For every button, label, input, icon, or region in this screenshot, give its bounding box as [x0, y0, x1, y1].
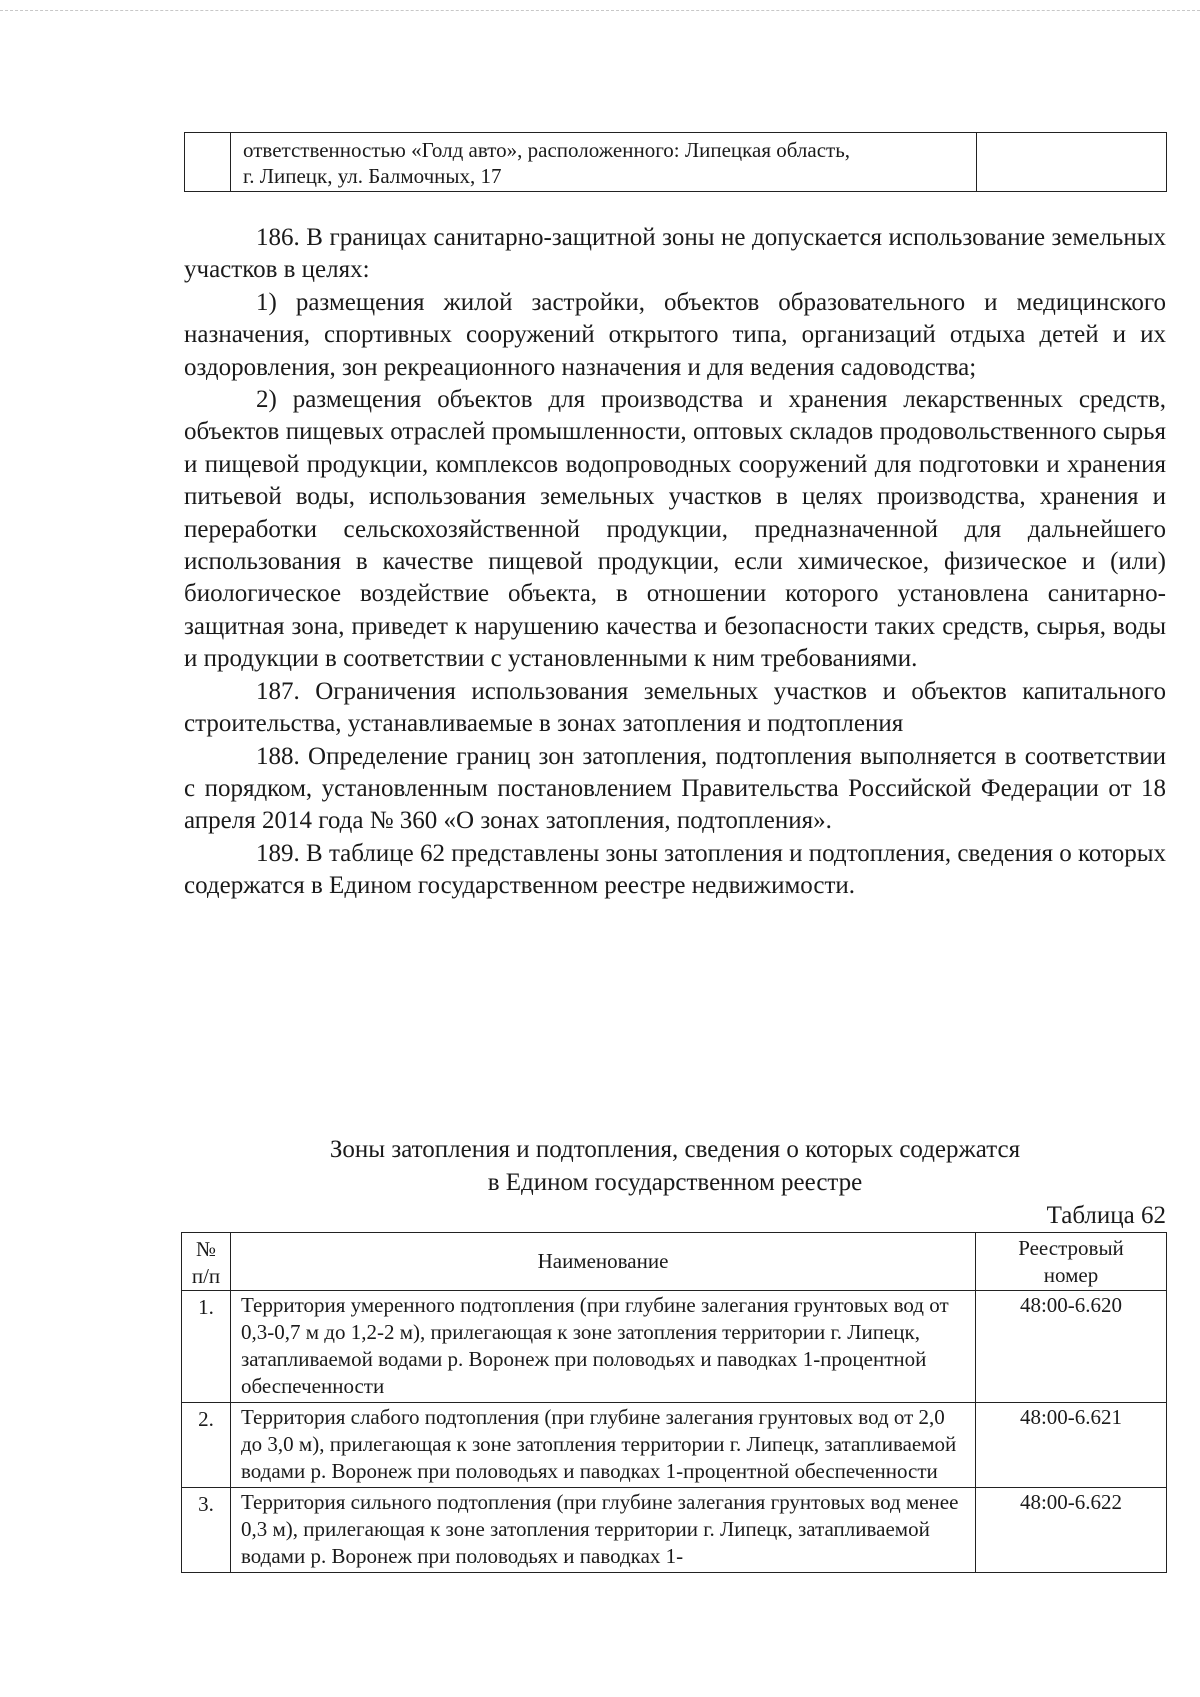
table-cell-num	[185, 133, 231, 192]
paragraph-186-item-1: 1) размещения жилой застройки, объектов образовательного и медицинского назначения, спортивных сооружений открытого типа, организаций отдыха детей и их оздоровления, зон рекреационного назначения и для ведения садоводства;	[184, 288, 1166, 381]
row-name: Территория слабого подтопления (при глубине залегания грунтовых вод от 2,0 до 3,0 м), прилегающая к зоне затопления территории г. Липецк, затапливаемой водами р. Воронеж при половодьях и паводках 1-процентной обеспеченности	[231, 1403, 976, 1488]
cell-text-line: г. Липецк, ул. Балмочных, 17	[243, 164, 502, 188]
flood-zones-table	[181, 1232, 1167, 1573]
row-name: Территория сильного подтопления (при глубине залегания грунтовых вод менее 0,3 м), прилегающая к зоне затопления территории г. Липецк, затапливаемой водами р. Воронеж при половодьях и паводках 1-	[231, 1488, 976, 1573]
row-name: Территория умеренного подтопления (при глубине залегания грунтовых вод от 0,3-0,7 м до 1,2-2 м), прилегающая к зоне затопления территории г. Липецк, затапливаемой водами р. Воронеж при половодьях и паводках 1-процентной обеспеченности	[231, 1291, 976, 1403]
table-row	[185, 133, 1167, 192]
row-reg-number: 48:00-6.620	[976, 1291, 1167, 1403]
row-reg-number: 48:00-6.621	[976, 1403, 1167, 1488]
table-caption	[184, 1133, 1166, 1199]
cell-text-line: ответственностью «Голд авто», расположенного: Липецкая область,	[243, 138, 851, 162]
table-cell-text	[231, 133, 977, 192]
continuation-table	[184, 132, 1167, 192]
paragraph-186: 186. В границах санитарно-защитной зоны не допускается использование земельных участков в целях:	[184, 224, 1166, 284]
paragraph-186-item-2: 2) размещения объектов для производства и хранения лекарственных средств, объектов пищевых отраслей промышленности, оптовых складов продовольственного сырья и пищевой продукции, комплексов водопроводных сооружений для подготовки и хранения питьевой воды, использования земельных участков в целях производства, хранения и переработки сельскохозяйственной продукции, предназначенной для дальнейшего использования в качестве пищевой продукции, если химическое, физическое и (или) биологическое воздействие объекта, в отношении которого установлена санитарно-защитная зона, приведет к нарушению качества и безопасности таких средств, сырья, воды и продукции в соответствии с установленными к ним требованиями.	[184, 386, 1166, 673]
table-row	[182, 1403, 1167, 1488]
header-name: Наименование	[231, 1233, 976, 1291]
body-text	[184, 222, 1166, 903]
paragraph-189: 189. В таблице 62 представлены зоны затопления и подтопления, сведения о которых содержатся в Едином государственном реестре недвижимости.	[184, 839, 1166, 900]
table-number-label: Таблица 62	[1046, 1202, 1166, 1229]
row-reg-number: 48:00-6.622	[976, 1488, 1167, 1573]
caption-line: в Едином государственном реестре	[487, 1169, 863, 1196]
table-row	[182, 1488, 1167, 1573]
page-top-edge	[0, 10, 1200, 11]
header-reg-number: Реестровый номер	[976, 1233, 1167, 1291]
paragraph-187: 187. Ограничения использования земельных участков и объектов капитального строительства, устанавливаемые в зонах затопления и подтопления	[184, 677, 1166, 738]
row-num: 2.	[182, 1403, 231, 1488]
table-row	[182, 1291, 1167, 1403]
table-cell-empty	[977, 133, 1167, 192]
row-num: 1.	[182, 1291, 231, 1403]
header-num: № п/п	[182, 1233, 231, 1291]
paragraph-188: 188. Определение границ зон затопления, подтопления выполняется в соответствии с порядком, установленным постановлением Правительства Российской Федерации от 18 апреля 2014 года № 360 «О зонах затопления, подтопления».	[184, 742, 1166, 835]
caption-line: Зоны затопления и подтопления, сведения о которых содержатся	[329, 1136, 1021, 1163]
row-num: 3.	[182, 1488, 231, 1573]
table-header-row	[182, 1233, 1167, 1291]
